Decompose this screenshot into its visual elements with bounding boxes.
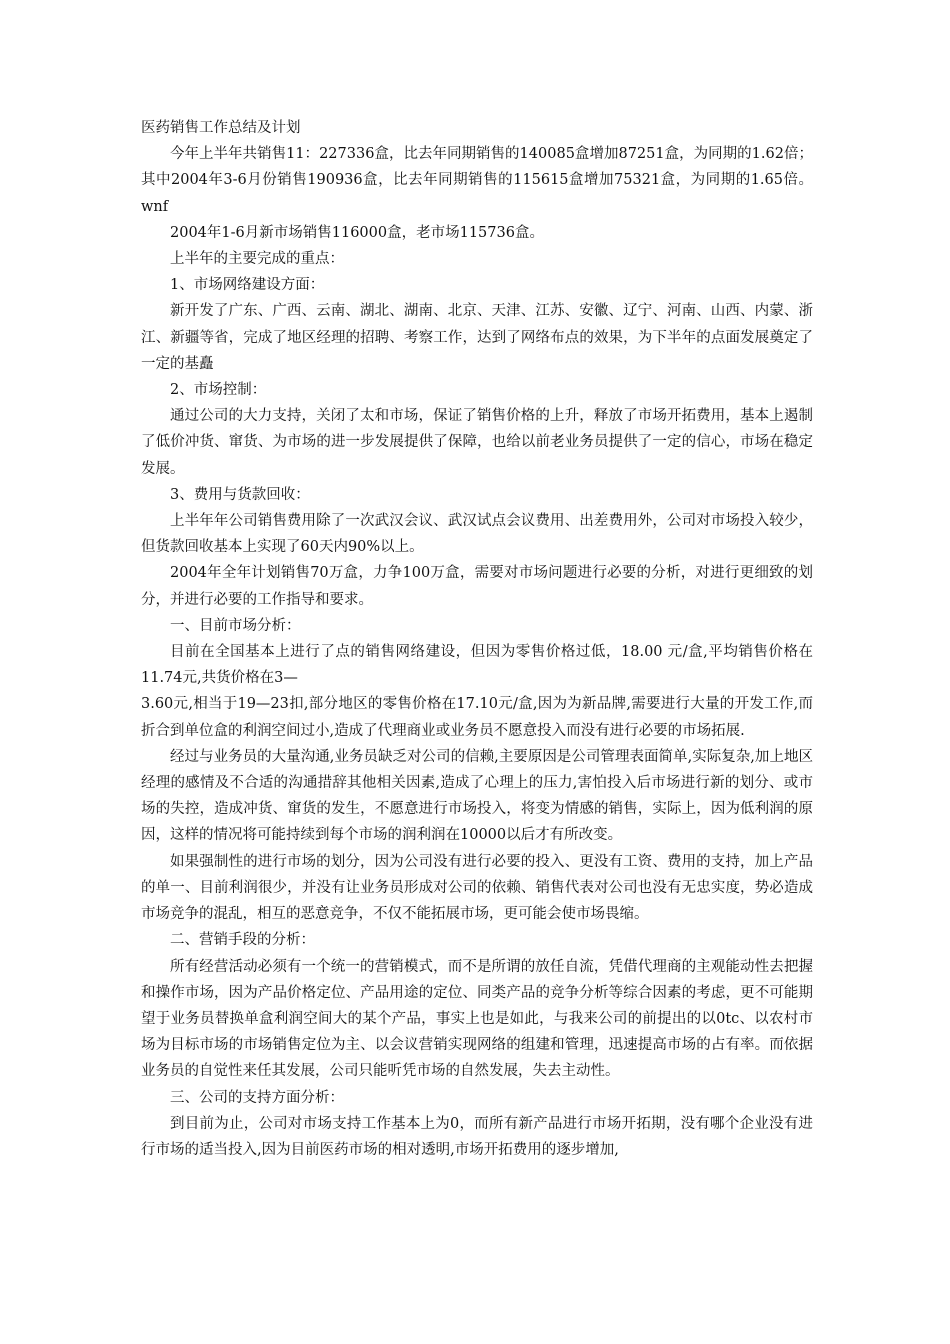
paragraph: 目前在全国基本上进行了点的销售网络建设，但因为零售价格过低，18.00 元/盒,平均销售价格在11.74元,共货价格在3— — [141, 644, 813, 687]
paragraph: 所有经营活动必须有一个统一的营销模式，而不是所谓的放任自流，凭借代理商的主观能动性去把握和操作市场，因为产品价格定位、产品用途的定位、同类产品的竞争分析等综合因素的考虑，更不可能期望于业务员替换单盒利润空间大的某个产品，事实上也是如此，与我来公司的前提出的以0tc、以农村市场为目标市场的市场销售定位为主、以会议营销实现网络的组建和管理，迅速提高市场的占有率。而依据业务员的自觉性来任其发展，公司只能听凭市场的自然发展，失去主动性。 — [141, 958, 813, 1080]
section-heading: 一、目前市场分析： — [170, 617, 301, 634]
section-heading: 二、营销手段的分析： — [170, 932, 315, 949]
paragraph: 3.60元,相当于19—23扣,部分地区的零售价格在17.10元/盒,因为为新品牌,需要进行大量的开发工作,而折合到单位盒的利润空间过小,造成了代理商业或业务员不愿意投入而没有进行必要的市场拓展. — [141, 696, 813, 739]
paragraph: 新开发了广东、广西、云南、湖北、湖南、北京、天津、江苏、安徽、辽宁、河南、山西、内蒙、浙江、新疆等省，完成了地区经理的招聘、考察工作，达到了网络布点的效果，为下半年的点面发展奠定了一定的基矗 — [141, 303, 813, 372]
section-heading: 三、公司的支持方面分析： — [170, 1089, 344, 1106]
document-title: 医药销售工作总结及计划 — [141, 120, 301, 136]
paragraph: 经过与业务员的大量沟通,业务员缺乏对公司的信赖,主要原因是公司管理表面简单,实际复杂,加上地区经理的感情及不合适的沟通措辞其他相关因素,造成了心理上的压力,害怕投入后市场进行新的划分、或市场的失控，造成冲货、窜货的发生，不愿意进行市场投入，将变为情感的销售，实际上，因为低利润的原因，这样的情况将可能持续到每个市场的润利润在10000以后才有所改变。 — [141, 748, 813, 844]
document-page — [141, 115, 813, 1163]
paragraph: 2004年全年计划销售70万盒，力争100万盒，需要对市场问题进行必要的分析，对进行更细致的划分，并进行必要的工作指导和要求。 — [141, 565, 813, 608]
paragraph: 2004年1-6月新市场销售116000盒，老市场115736盒。 — [170, 224, 544, 241]
document-body — [141, 141, 813, 1163]
section-heading: 3、费用与货款回收： — [170, 486, 310, 503]
paragraph: 上半年年公司销售费用除了一次武汉会议、武汉试点会议费用、出差费用外，公司对市场投入较少，但货款回收基本上实现了60天内90%以上。 — [141, 513, 813, 556]
paragraph: 到目前为止，公司对市场支持工作基本上为0，而所有新产品进行市场开拓期，没有哪个企业没有进行市场的适当投入,因为目前医药市场的相对透明,市场开拓费用的逐步增加, — [141, 1115, 813, 1158]
section-heading: 2、市场控制： — [170, 382, 267, 399]
section-heading: 上半年的主要完成的重点： — [170, 251, 344, 268]
section-heading: 1、市场网络建设方面： — [170, 277, 325, 294]
paragraph: 如果强制性的进行市场的划分，因为公司没有进行必要的投入、更没有工资、费用的支持，加上产品的单一、目前利润很少，并没有让业务员形成对公司的依赖、销售代表对公司也没有无忠实度，势必造成市场竞争的混乱，相互的恶意竞争，不仅不能拓展市场，更可能会使市场畏缩。 — [141, 853, 813, 923]
paragraph: 今年上半年共销售11：227336盒，比去年同期销售的140085盒增加87251盒，为同期的1.62倍；其中2004年3-6月份销售190936盒，比去年同期销售的115615盒增加75321盒，为同期的1.65倍。wnf — [141, 146, 813, 215]
paragraph: 通过公司的大力支持，关闭了太和市场，保证了销售价格的上升，释放了市场开拓费用，基本上遏制了低价冲货、窜货、为市场的进一步发展提供了保障，也给以前老业务员提供了一定的信心，市场在稳定发展。 — [141, 408, 813, 477]
